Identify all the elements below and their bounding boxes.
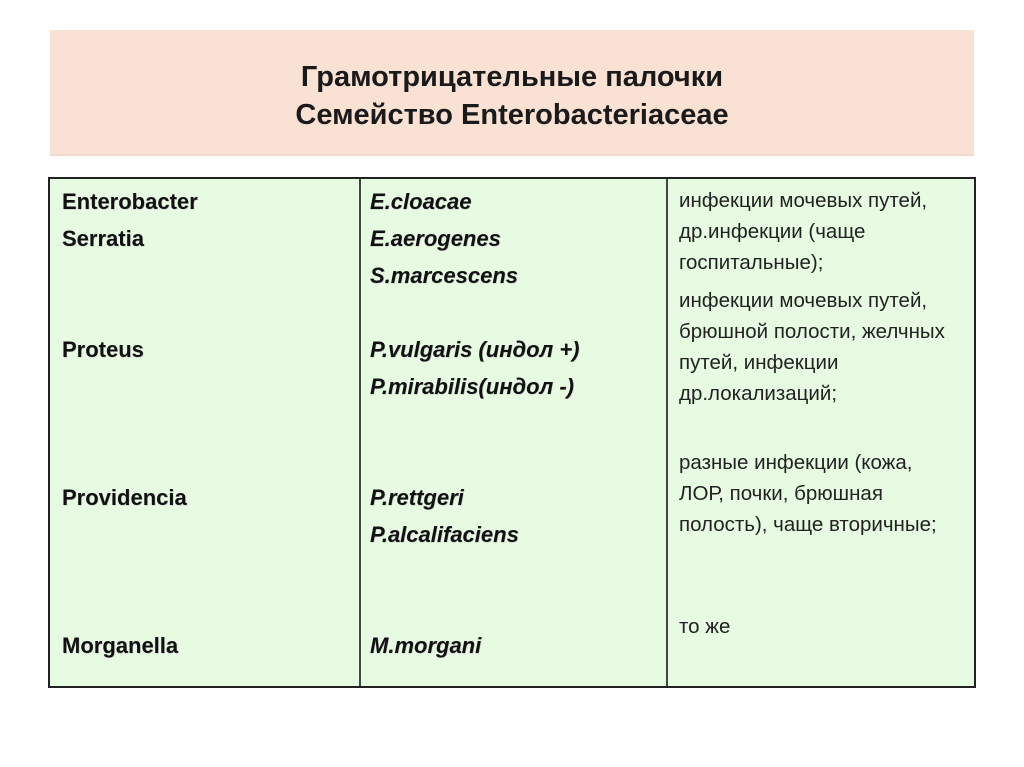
- infection-note-1: инфекции мочевых путей, др.инфекции (чаще госпитальные);: [679, 189, 928, 274]
- species-e-cloacae: E.cloacae: [370, 189, 472, 214]
- species-p-alcalifaciens: P.alcalifaciens: [370, 522, 519, 547]
- species-p-vulgaris: P.vulgaris (индол +): [370, 337, 580, 362]
- genus-morganella: Morganella: [62, 633, 179, 658]
- title-banner: [50, 30, 974, 156]
- species-p-mirabilis: P.mirabilis(индол -): [370, 374, 574, 399]
- genus-proteus: Proteus: [62, 337, 144, 362]
- species-m-morgani: M.morgani: [370, 633, 482, 658]
- species-s-marcescens: S.marcescens: [370, 263, 518, 288]
- genus-providencia: Providencia: [62, 485, 187, 510]
- species-column: [361, 179, 668, 686]
- genus-enterobacter: Enterobacter: [62, 189, 198, 214]
- title-line-1: Грамотрицательные палочки: [300, 61, 724, 93]
- enterobacteria-table: [48, 177, 976, 688]
- infections-column: [668, 179, 974, 686]
- species-e-aerogenes: E.aerogenes: [370, 226, 501, 251]
- genus-serratia: Serratia: [62, 226, 144, 251]
- genus-column: [50, 179, 361, 686]
- infection-note-4: то же: [679, 615, 731, 638]
- infection-note-3: разные инфекции (кожа, ЛОР, почки, брюшная полость), чаще вторичные;: [679, 451, 937, 536]
- species-p-rettgeri: P.rettgeri: [370, 485, 464, 510]
- title-line-2: Семейство Enterobacteriaceae: [295, 99, 729, 131]
- infection-note-2: инфекции мочевых путей, брюшной полости, желчных путей, инфекции др.локализаций;: [679, 289, 945, 405]
